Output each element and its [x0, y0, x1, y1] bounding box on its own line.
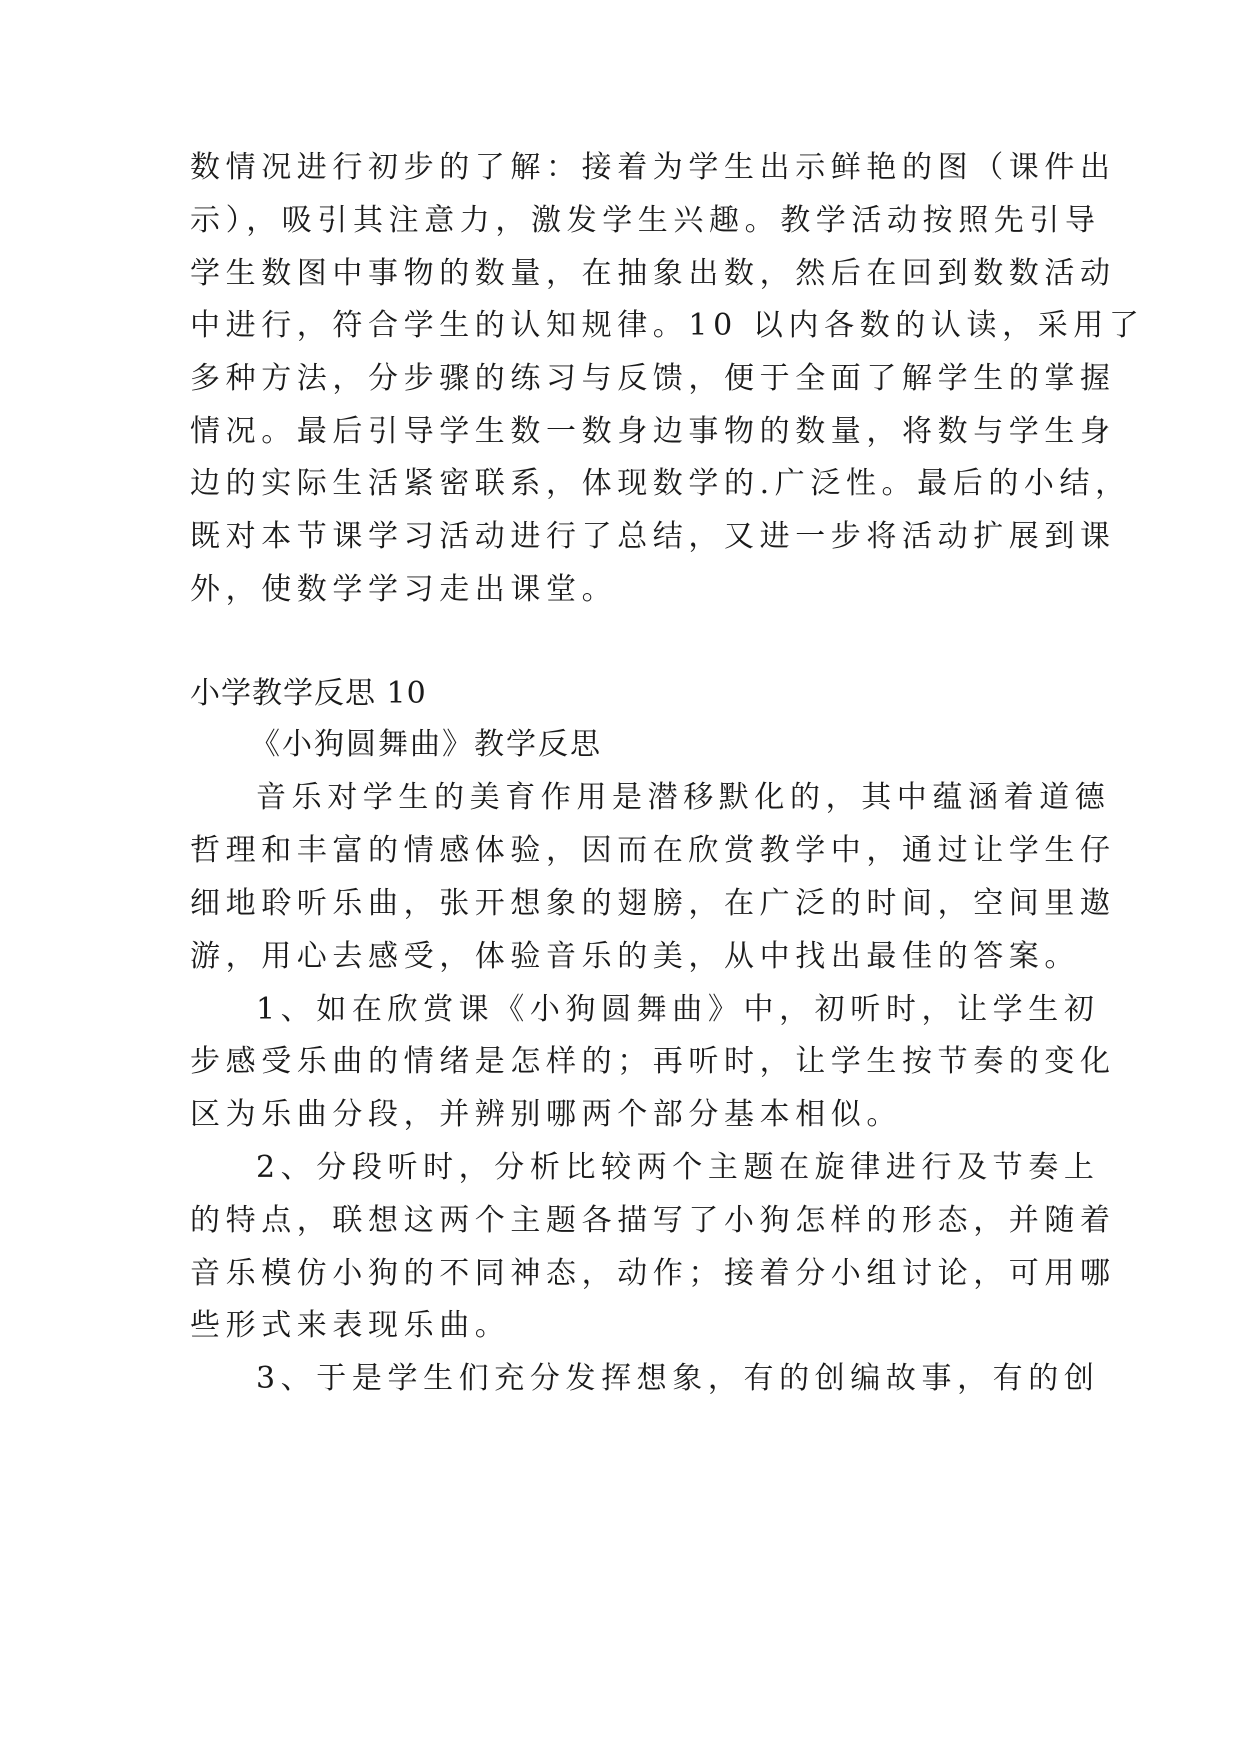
paragraph-line: 中进行，符合学生的认知规律。10 以内各数的认读，采用了 — [190, 308, 1145, 343]
paragraph-line: 情况。最后引导学生数一数身边事物的数量，将数与学生身 — [190, 414, 1116, 449]
article-title: 《小狗圆舞曲》教学反思 — [250, 727, 602, 762]
paragraph-line: 哲理和丰富的情感体验，因而在欣赏教学中，通过让学生仔 — [190, 833, 1116, 868]
paragraph-line: 3、于是学生们充分发挥想象，有的创编故事，有的创 — [256, 1361, 1100, 1396]
paragraph-line: 1、如在欣赏课《小狗圆舞曲》中，初听时，让学生初 — [256, 992, 1100, 1027]
paragraph-line: 学生数图中事物的数量，在抽象出数，然后在回到数数活动 — [190, 256, 1116, 291]
section-heading: 小学教学反思 10 — [190, 676, 427, 711]
paragraph-line: 音乐对学生的美育作用是潜移默化的，其中蕴涵着道德 — [256, 780, 1111, 815]
paragraph-line: 外，使数学学习走出课堂。 — [190, 572, 618, 607]
paragraph-line: 边的实际生活紧密联系，体现数学的.广泛性。最后的小结， — [190, 466, 1131, 501]
paragraph-line: 步感受乐曲的情绪是怎样的；再听时，让学生按节奏的变化 — [190, 1044, 1116, 1079]
paragraph-line: 游，用心去感受，体验音乐的美，从中找出最佳的答案。 — [190, 939, 1080, 974]
paragraph-line: 些形式来表现乐曲。 — [190, 1308, 511, 1343]
paragraph-line: 多种方法，分步骤的练习与反馈，便于全面了解学生的掌握 — [190, 361, 1116, 396]
paragraph-line: 的特点，联想这两个主题各描写了小狗怎样的形态，并随着 — [190, 1203, 1116, 1238]
paragraph-line: 既对本节课学习活动进行了总结，又进一步将活动扩展到课 — [190, 519, 1116, 554]
paragraph-line: 区为乐曲分段，并辨别哪两个部分基本相似。 — [190, 1097, 902, 1132]
paragraph-line: 音乐模仿小狗的不同神态，动作；接着分小组讨论，可用哪 — [190, 1256, 1116, 1291]
paragraph-line: 2、分段听时，分析比较两个主题在旋律进行及节奏上 — [256, 1150, 1100, 1185]
paragraph-line: 数情况进行初步的了解：接着为学生出示鲜艳的图（课件出 — [190, 150, 1116, 185]
paragraph-line: 示），吸引其注意力，激发学生兴趣。教学活动按照先引导 — [190, 203, 1101, 238]
paragraph-line: 细地聆听乐曲，张开想象的翅膀，在广泛的时间，空间里遨 — [190, 886, 1116, 921]
